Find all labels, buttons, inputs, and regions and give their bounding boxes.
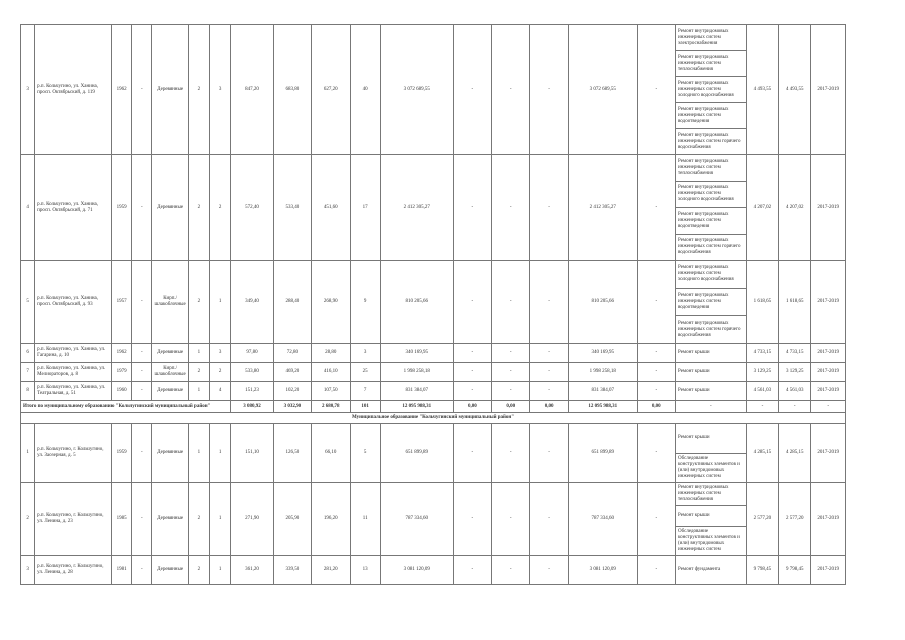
floors-cell: 2 <box>188 25 209 155</box>
wall-material-cell: Деревянные <box>152 556 188 585</box>
private-area-cell: 268,90 <box>312 261 350 344</box>
work-item: Ремонт внутридомовых инженерных систем электроснабжения <box>676 25 746 51</box>
max-unit-cost-cell: 3 129,25 <box>779 363 811 382</box>
commission-year-cell: - <box>132 382 152 401</box>
total-cost: 12 095 988,31 <box>380 401 453 413</box>
wall-material-cell: Деревянные <box>152 155 188 261</box>
fund-source-2-cell: - <box>492 483 530 556</box>
fund-source-3-cell: - <box>530 155 568 261</box>
work-item: Ремонт крыши <box>677 388 710 393</box>
period-cell: 2017-2019 <box>811 556 846 585</box>
residents-cell: 17 <box>350 155 380 261</box>
fund-source-3-cell: - <box>530 344 568 363</box>
floors-cell: 1 <box>188 382 209 401</box>
section-header: Муниципальное образование "Кольчугинский муниципальный район" <box>21 413 846 424</box>
work-item: Ремонт внутридомовых инженерных систем водоотведения <box>676 208 746 235</box>
private-area-cell: 416,10 <box>312 363 350 382</box>
work-types-cell <box>675 424 746 483</box>
work-types-list <box>676 261 746 343</box>
year-cell: 1957 <box>111 261 131 344</box>
total-c1: - <box>746 401 778 413</box>
year-cell: 1981 <box>111 556 131 585</box>
year-cell: 1962 <box>111 25 131 155</box>
residential-area-cell: 102,20 <box>273 382 311 401</box>
residential-area-cell: 288,40 <box>273 261 311 344</box>
total-works: - <box>675 401 746 413</box>
entrances-cell: 1 <box>210 556 231 585</box>
total-f1: 0,00 <box>453 401 491 413</box>
section-header-row <box>21 413 846 424</box>
commission-year-cell: - <box>132 363 152 382</box>
table-body-bottom <box>21 424 846 585</box>
fund-source-2-cell: - <box>492 261 530 344</box>
total-s2: 3 032,90 <box>273 401 311 413</box>
work-item: Ремонт внутридомовых инженерных систем горячего водоснабжения <box>677 238 741 256</box>
commission-year-cell: - <box>132 556 152 585</box>
wall-material-cell: Кирп./ шлакоблочные <box>152 363 188 382</box>
total-area-cell: 533,80 <box>231 363 273 382</box>
max-unit-cost-cell: 4 285,15 <box>779 424 811 483</box>
owner-funds-cell: 787 334,60 <box>568 483 637 556</box>
row-number: 8 <box>21 382 35 401</box>
max-unit-cost-cell: 4 561,03 <box>779 382 811 401</box>
fund-source-1-cell: - <box>453 344 491 363</box>
unit-cost-cell: 2 577,20 <box>746 483 778 556</box>
owner-funds-cell: 810 205,66 <box>568 261 637 344</box>
period-cell: 2017-2019 <box>811 261 846 344</box>
residential-area-cell: 469,20 <box>273 363 311 382</box>
fund-source-1-cell: - <box>453 556 491 585</box>
row-number: 1 <box>21 424 35 483</box>
address-cell: р.п. Кольчугино, г. Кольчугино, ул. Ленина, д. 23 <box>35 483 112 556</box>
floors-cell: 2 <box>188 556 209 585</box>
fund-source-3-cell: - <box>530 556 568 585</box>
total-s3: 2 680,78 <box>312 401 350 413</box>
address-cell: р.п. Кольчугино, ул. Ханина, просп. Октябрьский, д. 71 <box>35 155 112 261</box>
fund-source-2-cell: - <box>492 424 530 483</box>
max-unit-cost-cell: 2 577,20 <box>779 483 811 556</box>
other-funds-cell: - <box>637 363 675 382</box>
work-item: Ремонт внутридомовых инженерных систем водоотведения <box>676 103 746 129</box>
other-funds-cell: - <box>637 556 675 585</box>
private-area-cell: 281,20 <box>312 556 350 585</box>
floors-cell: 2 <box>188 483 209 556</box>
other-funds-cell: - <box>637 25 675 155</box>
work-item: Ремонт крыши <box>676 424 746 454</box>
residents-cell: 25 <box>350 363 380 382</box>
total-f5: 0,00 <box>637 401 675 413</box>
total-cost-cell: 787 334,60 <box>380 483 453 556</box>
entrances-cell: 1 <box>210 261 231 344</box>
wall-material-cell: Деревянные <box>152 483 188 556</box>
wall-material-cell: Деревянные <box>152 344 188 363</box>
work-item: Ремонт крыши <box>677 350 710 355</box>
capital-repair-table <box>20 24 846 585</box>
entrances-cell: 2 <box>210 363 231 382</box>
work-types-list <box>676 25 746 154</box>
fund-source-1-cell: - <box>453 363 491 382</box>
fund-source-1-cell: - <box>453 382 491 401</box>
floors-cell: 1 <box>188 424 209 483</box>
table-row <box>21 155 846 261</box>
floors-cell: 2 <box>188 155 209 261</box>
other-funds-cell: - <box>637 155 675 261</box>
residential-area-cell: 72,80 <box>273 344 311 363</box>
fund-source-3-cell: - <box>530 382 568 401</box>
entrances-cell: 4 <box>210 382 231 401</box>
fund-source-2-cell: - <box>492 25 530 155</box>
work-item: Ремонт внутридомовых инженерных систем водоотведения <box>676 289 746 317</box>
commission-year-cell: - <box>132 424 152 483</box>
work-types-cell <box>675 261 746 344</box>
fund-source-2-cell: - <box>492 344 530 363</box>
year-cell: 1959 <box>111 424 131 483</box>
work-types-list <box>676 556 746 584</box>
work-item: Обследование конструктивных элементов и (или) внутридомовых инженерных систем <box>677 455 740 479</box>
year-cell: 1979 <box>111 363 131 382</box>
fund-source-1-cell: - <box>453 155 491 261</box>
fund-source-3-cell: - <box>530 261 568 344</box>
wall-material-cell: Деревянные <box>152 382 188 401</box>
floors-cell: 2 <box>188 363 209 382</box>
entrances-cell: 1 <box>210 483 231 556</box>
table-row <box>21 424 846 483</box>
row-number: 3 <box>21 25 35 155</box>
fund-source-2-cell: - <box>492 363 530 382</box>
row-number: 6 <box>21 344 35 363</box>
work-item: Ремонт внутридомовых инженерных систем горячего водоснабжения <box>677 320 741 338</box>
other-funds-cell: - <box>637 483 675 556</box>
floors-cell: 2 <box>188 261 209 344</box>
table-row <box>21 556 846 585</box>
residents-cell: 11 <box>350 483 380 556</box>
fund-source-2-cell: - <box>492 556 530 585</box>
work-types-list <box>676 155 746 260</box>
work-item: Ремонт внутридомовых инженерных систем теплоснабжения <box>676 483 746 506</box>
total-c2: - <box>779 401 811 413</box>
entrances-cell: 3 <box>210 344 231 363</box>
table-row <box>21 25 846 155</box>
floors-cell: 1 <box>188 344 209 363</box>
period-cell: 2017-2019 <box>811 344 846 363</box>
owner-funds-cell: 2 412 305,27 <box>568 155 637 261</box>
address-cell: р.п. Кольчугино, г. Кольчугино, ул. Заозерная, д. 5 <box>35 424 112 483</box>
work-item: Ремонт фундамента <box>677 567 721 572</box>
year-cell: 1962 <box>111 344 131 363</box>
work-item: Ремонт крыши <box>677 369 710 374</box>
period-cell: 2017-2019 <box>811 155 846 261</box>
commission-year-cell: - <box>132 155 152 261</box>
max-unit-cost-cell: 4 207,02 <box>779 155 811 261</box>
private-area-cell: 196,20 <box>312 483 350 556</box>
unit-cost-cell: 4 207,02 <box>746 155 778 261</box>
wall-material-cell: Деревянные <box>152 424 188 483</box>
total-s1: 3 080,92 <box>231 401 273 413</box>
unit-cost-cell: 1 618,65 <box>746 261 778 344</box>
total-people: 101 <box>350 401 380 413</box>
owner-funds-cell: 651 899,89 <box>568 424 637 483</box>
total-row <box>21 401 846 413</box>
row-number: 2 <box>21 483 35 556</box>
residential-area-cell: 126,50 <box>273 424 311 483</box>
year-cell: 1959 <box>111 155 131 261</box>
other-funds-cell: - <box>637 382 675 401</box>
work-item: Обследование конструктивных элементов и (или) внутридомовых инженерных систем <box>677 529 740 552</box>
year-cell: 1985 <box>111 483 131 556</box>
fund-source-2-cell: - <box>492 155 530 261</box>
residential-area-cell: 533,40 <box>273 155 311 261</box>
max-unit-cost-cell: 4 493,55 <box>779 25 811 155</box>
period-cell: 2017-2019 <box>811 483 846 556</box>
owner-funds-cell: 1 998 258,18 <box>568 363 637 382</box>
period-cell: 2017-2019 <box>811 363 846 382</box>
fund-source-3-cell: - <box>530 483 568 556</box>
table-row <box>21 363 846 382</box>
other-funds-cell: - <box>637 261 675 344</box>
total-area-cell: 151,10 <box>231 424 273 483</box>
work-types-list <box>676 483 746 555</box>
total-area-cell: 572,40 <box>231 155 273 261</box>
total-cost-cell: 831 384,07 <box>380 382 453 401</box>
work-item: Ремонт внутридомовых инженерных систем теплоснабжения <box>676 155 746 182</box>
period-cell: 2017-2019 <box>811 25 846 155</box>
period-cell: 2017-2019 <box>811 382 846 401</box>
private-area-cell: 451,60 <box>312 155 350 261</box>
work-item: Ремонт внутридомовых инженерных систем холодного водоснабжения <box>676 77 746 103</box>
row-number: 4 <box>21 155 35 261</box>
total-cost-cell: 3 081 120,09 <box>380 556 453 585</box>
total-cost-cell: 340 169,95 <box>380 344 453 363</box>
total-area-cell: 847,20 <box>231 25 273 155</box>
work-types-cell <box>675 363 746 382</box>
residents-cell: 7 <box>350 382 380 401</box>
work-types-cell <box>675 556 746 585</box>
table-row <box>21 483 846 556</box>
work-types-cell <box>675 382 746 401</box>
fund-source-1-cell: - <box>453 261 491 344</box>
residents-cell: 40 <box>350 25 380 155</box>
row-number: 7 <box>21 363 35 382</box>
other-funds-cell: - <box>637 424 675 483</box>
residential-area-cell: 683,80 <box>273 25 311 155</box>
residential-area-cell: 339,50 <box>273 556 311 585</box>
work-item: Ремонт внутридомовых инженерных систем холодного водоснабжения <box>676 182 746 209</box>
wall-material-cell: Деревянные <box>152 25 188 155</box>
unit-cost-cell: 4 493,55 <box>746 25 778 155</box>
address-cell: р.п. Кольчугино, ул. Ханина, просп. Октябрьский, д. 119 <box>35 25 112 155</box>
row-number: 3 <box>21 556 35 585</box>
work-item: Ремонт внутридомовых инженерных систем холодного водоснабжения <box>676 261 746 289</box>
owner-funds-cell: 340 169,95 <box>568 344 637 363</box>
total-cost-cell: 2 412 305,27 <box>380 155 453 261</box>
work-types-cell <box>675 344 746 363</box>
work-types-cell <box>675 155 746 261</box>
work-item: Ремонт внутридомовых инженерных систем горячего водоснабжения <box>677 132 741 150</box>
fund-source-3-cell: - <box>530 25 568 155</box>
total-label: Итого по муниципальному образованию "Кольчугинский муниципальный район" <box>21 401 231 413</box>
commission-year-cell: - <box>132 261 152 344</box>
fund-source-1-cell: - <box>453 25 491 155</box>
residents-cell: 3 <box>350 344 380 363</box>
fund-source-1-cell: - <box>453 483 491 556</box>
total-f4: 12 095 988,31 <box>568 401 637 413</box>
total-area-cell: 361,20 <box>231 556 273 585</box>
address-cell: р.п. Кольчугино, ул. Ханина, ул. Мелиораторов, д. 8 <box>35 363 112 382</box>
fund-source-3-cell: - <box>530 363 568 382</box>
wall-material-cell: Кирп./ шлакоблочные <box>152 261 188 344</box>
table-body-total <box>21 401 846 424</box>
private-area-cell: 107,50 <box>312 382 350 401</box>
address-cell: р.п. Кольчугино, ул. Ханина, просп. Октябрьский, д. 93 <box>35 261 112 344</box>
entrances-cell: 2 <box>210 155 231 261</box>
unit-cost-cell: 4 733,15 <box>746 344 778 363</box>
residents-cell: 13 <box>350 556 380 585</box>
total-f3: 0,00 <box>530 401 568 413</box>
total-cost-cell: 1 998 258,18 <box>380 363 453 382</box>
total-area-cell: 271,90 <box>231 483 273 556</box>
unit-cost-cell: 4 561,03 <box>746 382 778 401</box>
private-area-cell: 28,80 <box>312 344 350 363</box>
address-cell: р.п. Кольчугино, ул. Ханина, ул. Гагарина, д. 10 <box>35 344 112 363</box>
table-row <box>21 261 846 344</box>
fund-source-1-cell: - <box>453 424 491 483</box>
total-cost-cell: 651 899,89 <box>380 424 453 483</box>
work-types-cell <box>675 483 746 556</box>
total-area-cell: 349,40 <box>231 261 273 344</box>
total-cost-cell: 810 205,66 <box>380 261 453 344</box>
work-types-cell <box>675 25 746 155</box>
total-f2: 0,00 <box>492 401 530 413</box>
period-cell: 2017-2019 <box>811 424 846 483</box>
total-area-cell: 97,80 <box>231 344 273 363</box>
work-item: Ремонт внутридомовых инженерных систем теплоснабжения <box>676 51 746 77</box>
residents-cell: 5 <box>350 424 380 483</box>
other-funds-cell: - <box>637 344 675 363</box>
work-types-list <box>676 344 746 362</box>
max-unit-cost-cell: 4 733,15 <box>779 344 811 363</box>
fund-source-3-cell: - <box>530 424 568 483</box>
unit-cost-cell: 4 285,15 <box>746 424 778 483</box>
year-cell: 1960 <box>111 382 131 401</box>
unit-cost-cell: 9 798,45 <box>746 556 778 585</box>
residential-area-cell: 205,90 <box>273 483 311 556</box>
table-row <box>21 382 846 401</box>
commission-year-cell: - <box>132 344 152 363</box>
work-item: Ремонт крыши <box>676 506 746 527</box>
commission-year-cell: - <box>132 483 152 556</box>
total-period: - <box>811 401 846 413</box>
private-area-cell: 627,20 <box>312 25 350 155</box>
table-body-top <box>21 25 846 401</box>
table-row <box>21 344 846 363</box>
private-area-cell: 66,10 <box>312 424 350 483</box>
work-types-list <box>676 424 746 482</box>
owner-funds-cell: 3 081 120,09 <box>568 556 637 585</box>
commission-year-cell: - <box>132 25 152 155</box>
entrances-cell: 1 <box>210 424 231 483</box>
owner-funds-cell: 3 072 689,55 <box>568 25 637 155</box>
register-sheet <box>20 24 846 585</box>
unit-cost-cell: 3 129,25 <box>746 363 778 382</box>
fund-source-2-cell: - <box>492 382 530 401</box>
address-cell: р.п. Кольчугино, г. Кольчугино, ул. Ленина, д. 28 <box>35 556 112 585</box>
work-types-list <box>676 382 746 400</box>
work-types-list <box>676 363 746 381</box>
max-unit-cost-cell: 1 618,65 <box>779 261 811 344</box>
max-unit-cost-cell: 9 798,45 <box>779 556 811 585</box>
address-cell: р.п. Кольчугино, ул. Ханина, ул. Театральная, д. 51 <box>35 382 112 401</box>
entrances-cell: 3 <box>210 25 231 155</box>
residents-cell: 9 <box>350 261 380 344</box>
row-number: 5 <box>21 261 35 344</box>
total-cost-cell: 3 072 689,55 <box>380 25 453 155</box>
owner-funds-cell: 831 384,07 <box>568 382 637 401</box>
total-area-cell: 151,23 <box>231 382 273 401</box>
